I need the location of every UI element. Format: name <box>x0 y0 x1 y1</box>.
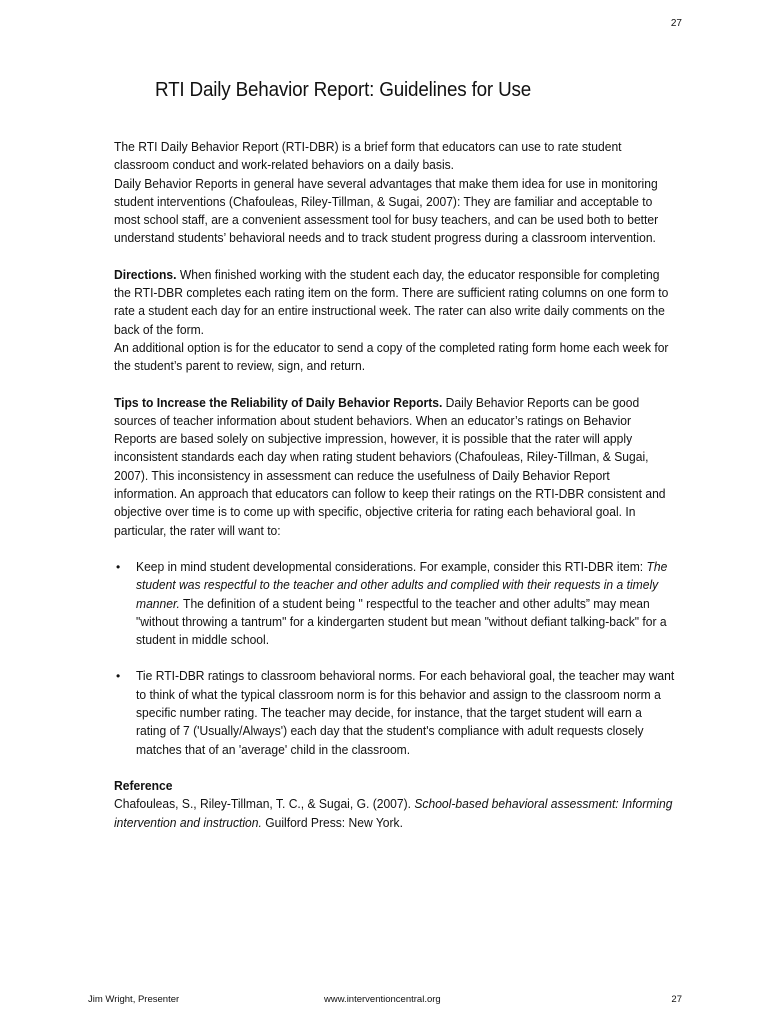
reference-authors: Chafouleas, S., Riley-Tillman, T. C., & Sugai, G. (2007). <box>114 796 415 812</box>
footer-presenter: Jim Wright, Presenter <box>88 994 180 1005</box>
page-number-top: 27 <box>670 18 682 29</box>
tips-heading: Tips to Increase the Reliability of Daily Behavior Reports. <box>114 394 443 410</box>
list-item <box>114 667 674 758</box>
bullet-text: Tie RTI-DBR ratings to classroom behavioral norms. For each behavioral goal, the teacher may want to think of what the typical classroom norm is for this behavior and assign to the classroom norm a specific number rating. The teacher may decide, for instance, that the target student will earn a rating of 7 ('Usually/Always') each day that the student's compliance with adult requests closely matches that of an 'average' child in the classroom. <box>136 668 675 757</box>
footer-website: www.interventioncentral.org <box>324 994 441 1005</box>
bullet-text: Keep in mind student developmental considerations. For example, consider this RTI-DBR item: <box>136 558 647 574</box>
bullet-example-item: The student was respectful to the teacher and other adults and complied with their requests in a timely manner. <box>136 558 668 611</box>
directions-paragraph <box>114 266 675 339</box>
guideline-list <box>114 558 674 759</box>
list-item <box>114 558 674 649</box>
tips-paragraph <box>114 394 675 540</box>
bullet-text-continued: The definition of a student being " respectful to the teacher and other adults” may mean "without throwing a tantrum" for a kindergarten student but mean "without defiant talking-back" for a student in middle school. <box>136 595 667 648</box>
reference-publisher: Guilford Press: New York. <box>261 814 403 830</box>
page-title: RTI Daily Behavior Report: Guidelines for Use <box>155 78 532 101</box>
reference-book-title: School-based behavioral assessment: Informing intervention and instruction. <box>114 796 673 830</box>
reference-heading: Reference <box>114 777 173 793</box>
intro-paragraph-2: Daily Behavior Reports in general have several advantages that make them idea for use in monitoring student interventions (Chafouleas, Riley-Tillman, & Sugai, 2007): They are familiar and acceptable to most school staff, are a convenient assessment tool for busy teachers, and can be used both to better understand students’ behavioral needs and to track student progress during a classroom intervention. <box>114 175 659 246</box>
document-body <box>114 138 674 832</box>
tips-text: Daily Behavior Reports can be good sources of teacher information about student behaviors. When an educator’s ratings on Behavior Reports are based solely on subjective impression, however, it is possible that the rater will apply inconsistent standards each day when rating student behaviors (Chafouleas, Riley-Tillman, & Sugai, 2007). This inconsistency in assessment can reduce the usefulness of Daily Behavior Report information. An approach that educators can follow to keep their ratings on the RTI-DBR consistent and objective over time is to come up with specific, objective criteria for rating each behavioral goal. In particular, the rater will want to: <box>114 394 666 538</box>
bullet-icon: • <box>116 669 121 684</box>
directions-heading: Directions. <box>114 266 177 282</box>
reference-citation <box>114 795 675 832</box>
bullet-icon: • <box>116 559 121 574</box>
directions-paragraph-2: An additional option is for the educator to send a copy of the completed rating form home each week for the student’s parent to review, sign, and return. <box>114 339 669 374</box>
directions-text: When finished working with the student each day, the educator responsible for completing the RTI-DBR completes each rating item on the form. There are sufficient rating columns on one form to rate a student each day for an entire instructional week. The rater can also write daily comments on the back of the form. <box>114 266 669 337</box>
intro-paragraph-1: The RTI Daily Behavior Report (RTI-DBR) is a brief form that educators can use to rate student classroom conduct and work-related behaviors on a daily basis. <box>114 139 622 173</box>
footer-page-number: 27 <box>671 994 682 1005</box>
